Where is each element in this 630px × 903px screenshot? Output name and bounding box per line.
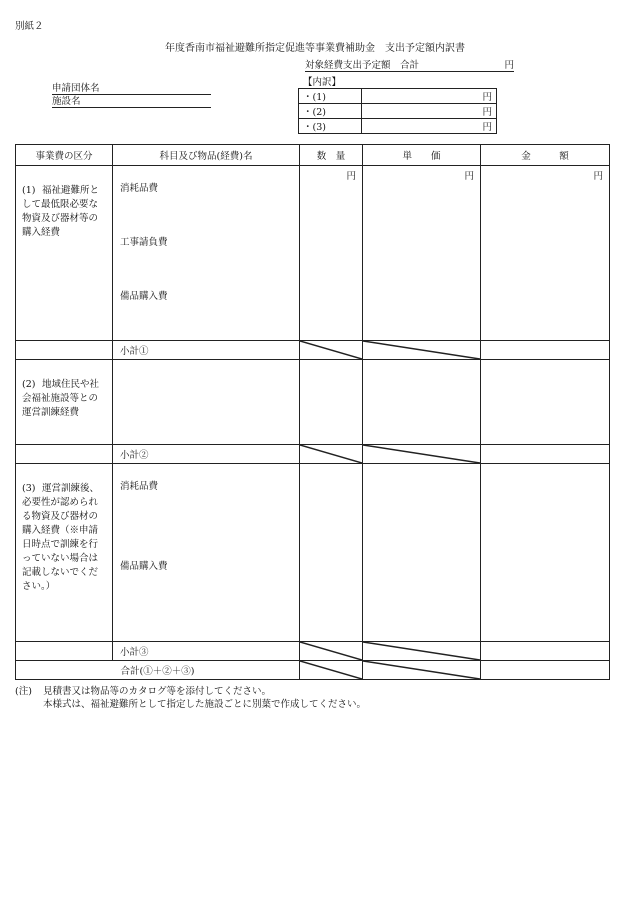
section-category-cont [16, 642, 113, 661]
note-line: 見積書又は物品等のカタログ等を添付してください。 [43, 686, 272, 697]
subtotal-amount-field[interactable] [481, 445, 610, 464]
grand-total-label: 合計(①＋②＋③) [16, 661, 300, 680]
facility-name-label: 施設名 [52, 96, 81, 107]
breakdown-amount-field[interactable]: 円 [361, 89, 496, 104]
total-expense-label: 対象経費支出予定額 合計 [305, 60, 420, 71]
section-description: 運営訓練後、必要性が認められる物資及び器材の購入経費（※申請日時点で訓練を行っていない場合は記載しないでください。） [22, 483, 100, 592]
subtotal-row [16, 341, 610, 360]
header-category: 事業費の区分 [16, 145, 113, 166]
quantity-cell[interactable]: 円 [300, 166, 363, 341]
item-name: 消耗品費 [120, 481, 159, 492]
section-number: (3) [22, 483, 36, 494]
quantity-slash [300, 341, 363, 360]
grand-total-amount-field[interactable] [481, 661, 610, 680]
annex-label: 別紙２ [15, 21, 44, 32]
header-item-name: 科目及び物品(経費)名 [113, 145, 300, 166]
unit-price-slash [363, 341, 481, 360]
unit-price-cell[interactable] [363, 360, 481, 445]
section-category [16, 166, 113, 341]
item-name-cell[interactable] [113, 464, 300, 642]
quantity-cell[interactable] [300, 360, 363, 445]
note-line: 本様式は、福祉避難所として指定した施設ごとに別葉で作成してください。 [43, 699, 367, 710]
item-name: 備品購入費 [120, 561, 168, 572]
item-name: 消耗品費 [120, 183, 159, 194]
notes-prefix: (注) [15, 686, 32, 697]
unit-price-slash [363, 445, 481, 464]
unit-price-slash [363, 661, 481, 680]
breakdown-header: 【内訳】 [303, 77, 342, 88]
amount-cell[interactable] [481, 360, 610, 445]
quantity-slash [300, 642, 363, 661]
breakdown-amount-field[interactable]: 円 [361, 119, 496, 134]
breakdown-row [299, 119, 497, 134]
expense-table [15, 144, 610, 680]
section-row [16, 166, 610, 341]
quantity-cell[interactable] [300, 464, 363, 642]
table-header-row [16, 145, 610, 166]
breakdown-label: ・(1) [299, 89, 362, 104]
unit-price-cell[interactable] [363, 464, 481, 642]
section-category [16, 464, 113, 642]
subtotal-label: 小計① [113, 341, 300, 360]
unit-price-slash [363, 642, 481, 661]
grand-total-row [16, 661, 610, 680]
item-name-cell[interactable] [113, 166, 300, 341]
breakdown-amount-field[interactable]: 円 [361, 104, 496, 119]
breakdown-row [299, 104, 497, 119]
applicant-org-label: 申請団体名 [52, 83, 100, 94]
total-expense-line [305, 57, 514, 72]
item-name: 工事請負費 [120, 237, 168, 248]
unit-price-cell[interactable]: 円 [363, 166, 481, 341]
header-unit-price: 単 価 [363, 145, 481, 166]
subtotal-label: 小計③ [113, 642, 300, 661]
subtotal-amount-field[interactable] [481, 341, 610, 360]
section-number: (2) [22, 379, 36, 390]
subtotal-row [16, 642, 610, 661]
header-quantity: 数 量 [300, 145, 363, 166]
breakdown-label: ・(3) [299, 119, 362, 134]
page-title: 年度香南市福祉避難所指定促進等事業費補助金 支出予定額内訳書 [165, 43, 465, 54]
subtotal-label: 小計② [113, 445, 300, 464]
total-expense-unit: 円 [504, 60, 514, 71]
amount-cell[interactable] [481, 464, 610, 642]
section-category-cont [16, 341, 113, 360]
breakdown-table [298, 88, 497, 134]
quantity-slash [300, 661, 363, 680]
amount-cell[interactable]: 円 [481, 166, 610, 341]
subtotal-row [16, 445, 610, 464]
breakdown-label: ・(2) [299, 104, 362, 119]
section-row [16, 464, 610, 642]
quantity-slash [300, 445, 363, 464]
section-description: 福祉避難所として最低限必要な物資及び器材等の購入経費 [22, 185, 100, 238]
section-row [16, 360, 610, 445]
section-number: (1) [22, 185, 36, 196]
subtotal-amount-field[interactable] [481, 642, 610, 661]
item-name: 備品購入費 [120, 291, 168, 302]
facility-name-field[interactable] [52, 93, 211, 108]
section-category [16, 360, 113, 445]
breakdown-row [299, 89, 497, 104]
section-description: 地域住民や社会福祉施設等との運営訓練経費 [22, 379, 100, 418]
section-category-cont [16, 445, 113, 464]
header-amount: 金 額 [481, 145, 610, 166]
item-name-cell[interactable] [113, 360, 300, 445]
